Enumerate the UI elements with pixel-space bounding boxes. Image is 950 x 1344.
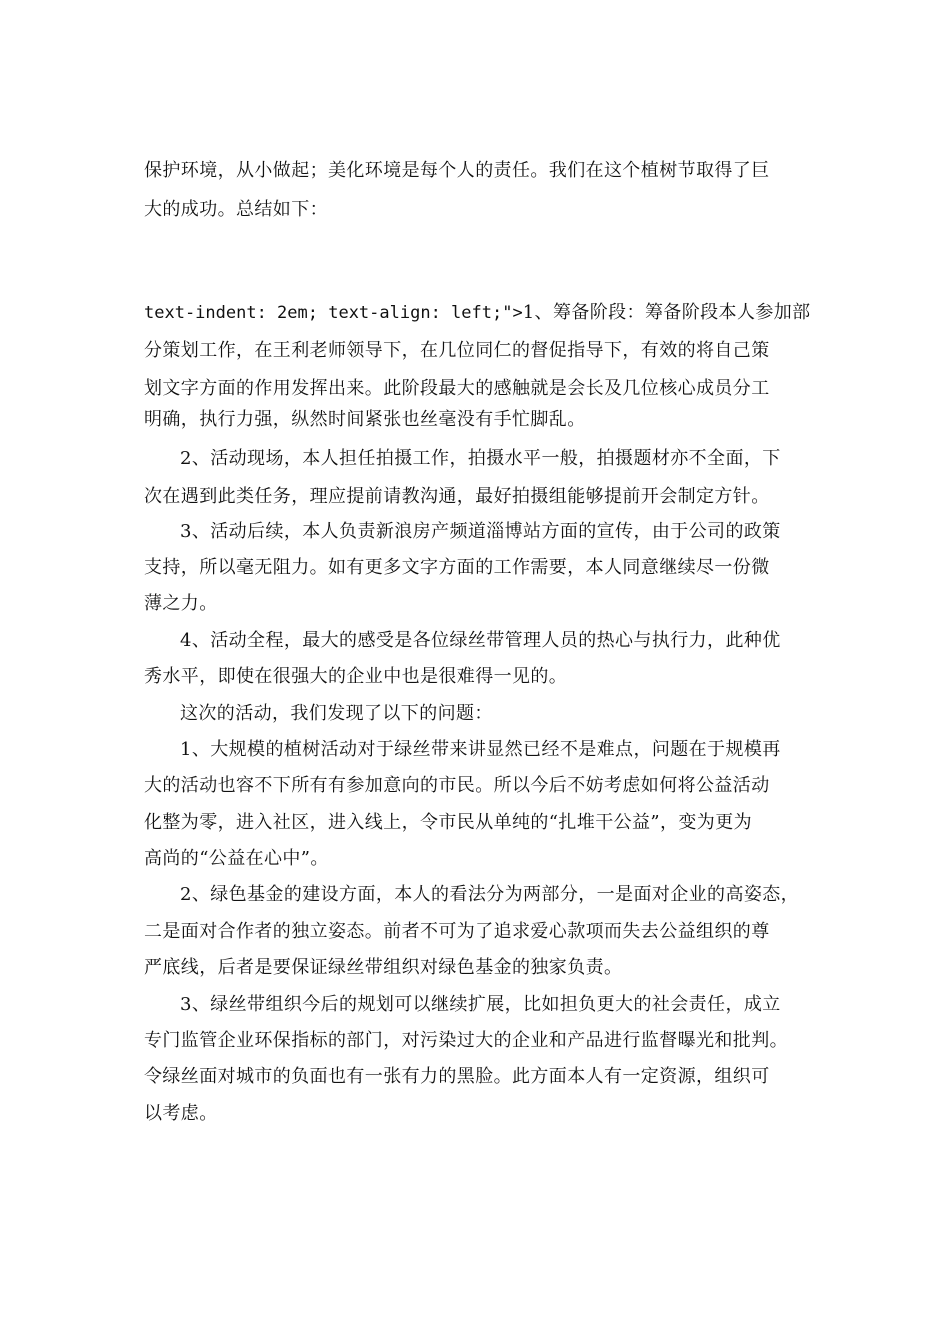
problem3-line-4: 以考虑。 xyxy=(144,1103,218,1124)
section1-line-1-text: 1、筹备阶段：筹备阶段本人参加部 xyxy=(522,302,811,323)
problem3-line-2: 专门监管企业环保指标的部门，对污染过大的企业和产品进行监督曝光和批判。 xyxy=(144,1030,788,1051)
item4-line-2: 秀水平，即使在很强大的企业中也是很难得一见的。 xyxy=(144,666,568,687)
item2-line-1: 2、活动现场，本人担任拍摄工作，拍摄水平一般，拍摄题材亦不全面，下 xyxy=(180,448,781,469)
problem3-line-3: 令绿丝面对城市的负面也有一张有力的黑脸。此方面本人有一定资源，组织可 xyxy=(144,1066,770,1087)
problem1-line-3: 化整为零，进入社区，进入线上，令市民从单纯的“扎堆干公益”，变为更为 xyxy=(144,812,753,833)
problem2-line-2: 二是面对合作者的独立姿态。前者不可为了追求爱心款项而失去公益组织的尊 xyxy=(144,921,770,942)
problem2-line-3: 严底线，后者是要保证绿丝带组织对绿色基金的独家负责。 xyxy=(144,957,623,978)
stray-code-fragment: text-indent: 2em; text-align: left;"> xyxy=(144,303,523,323)
problem1-line-1: 1、大规模的植树活动对于绿丝带来讲显然已经不是难点，问题在于规模再 xyxy=(180,739,781,760)
item4-line-1: 4、活动全程，最大的感受是各位绿丝带管理人员的热心与执行力，此种优 xyxy=(180,630,781,651)
item2-line-2: 次在遇到此类任务，理应提前请教沟通，最好拍摄组能够提前开会制定方针。 xyxy=(144,486,770,507)
section1-line-1 xyxy=(144,300,811,326)
intro-line-2: 大的成功。总结如下： xyxy=(144,199,328,220)
problem1-line-2: 大的活动也容不下所有有参加意向的市民。所以今后不妨考虑如何将公益活动 xyxy=(144,775,770,796)
section1-line-3: 划文字方面的作用发挥出来。此阶段最大的感触就是会长及几位核心成员分工 xyxy=(144,378,770,399)
item3-line-2: 支持，所以毫无阻力。如有更多文字方面的工作需要，本人同意继续尽一份微 xyxy=(144,557,770,578)
item3-line-1: 3、活动后续，本人负责新浪房产频道淄博站方面的宣传，由于公司的政策 xyxy=(180,521,781,542)
section1-line-2: 分策划工作，在王利老师领导下，在几位同仁的督促指导下，有效的将自己策 xyxy=(144,340,770,361)
item3-line-3: 薄之力。 xyxy=(144,593,218,614)
problems-heading: 这次的活动，我们发现了以下的问题： xyxy=(180,703,493,724)
problem1-line-4: 高尚的“公益在心中”。 xyxy=(144,848,329,869)
intro-line-1: 保护环境，从小做起；美化环境是每个人的责任。我们在这个植树节取得了巨 xyxy=(144,160,770,181)
problem2-line-1: 2、绿色基金的建设方面，本人的看法分为两部分，一是面对企业的高姿态， xyxy=(180,884,800,905)
section1-line-4: 明确，执行力强，纵然时间紧张也丝毫没有手忙脚乱。 xyxy=(144,409,586,430)
problem3-line-1: 3、绿丝带组织今后的规划可以继续扩展，比如担负更大的社会责任，成立 xyxy=(180,994,781,1015)
